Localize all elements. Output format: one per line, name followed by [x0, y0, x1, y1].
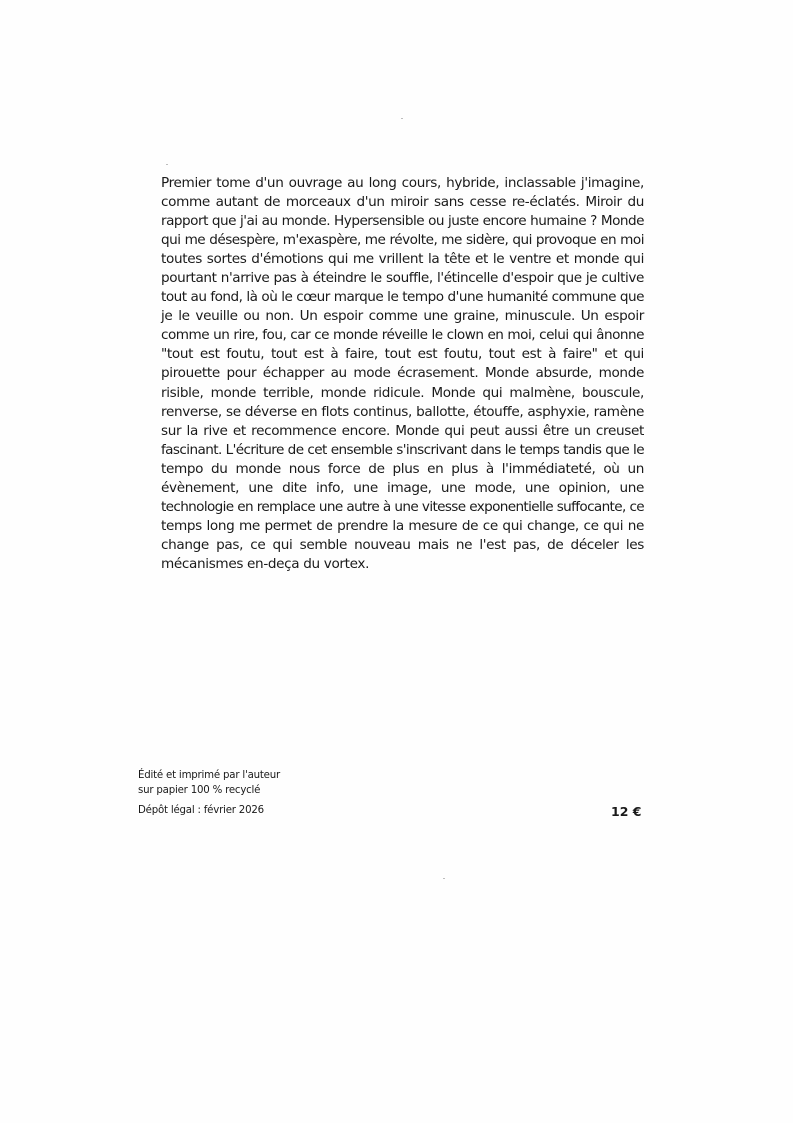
blurb-line: technologie en remplace une autre à une vitesse exponentielle suffocante, ce	[161, 498, 644, 515]
blurb-line: tout au fond, là où le cœur marque le tempo d'une humanité commune que	[161, 289, 644, 306]
colophon	[138, 768, 280, 818]
blurb-line: Premier tome d'un ouvrage au long cours, hybride, inclassable j'imagine,	[161, 175, 644, 191]
blurb-line: "tout est foutu, tout est à faire, tout est foutu, tout est à faire" et qui	[161, 346, 644, 363]
colophon-legal-deposit: Dépôt légal : février 2026	[138, 805, 264, 816]
blurb-line: évènement, une dite info, une image, une mode, une opinion, une	[161, 479, 644, 496]
blurb-line: toutes sortes d'émotions qui me vrillent la tête et le ventre et monde qui	[161, 251, 644, 268]
back-cover-blurb	[161, 174, 644, 574]
blurb-line: sur la rive et recommence encore. Monde qui peut aussi être un creuset	[161, 422, 644, 439]
blurb-line: mécanismes en-deça du vortex.	[161, 555, 370, 572]
blurb-line: temps long me permet de prendre la mesure de ce qui change, ce qui ne	[161, 517, 644, 534]
scan-speck	[443, 878, 445, 879]
blurb-line: tempo du monde nous force de plus en plus à l'immédiateté, où un	[161, 460, 644, 477]
blurb-line: je le veuille ou non. Un espoir comme une graine, minuscule. Un espoir	[161, 308, 644, 325]
blurb-line: qui me désespère, m'exaspère, me révolte, me sidère, qui provoque en moi	[161, 232, 644, 249]
blurb-line: renverse, se déverse en flots continus, ballotte, étouffe, asphyxie, ramène	[161, 403, 644, 420]
blurb-line: pirouette pour échapper au mode écrasement. Monde absurde, monde	[161, 365, 644, 382]
colophon-edited-by: Édité et imprimé par l'auteur	[138, 770, 280, 781]
price-label: 12 €	[611, 804, 642, 819]
blurb-line: rapport que j'ai au monde. Hypersensible ou juste encore humaine ? Monde	[161, 213, 644, 230]
blurb-line: pourtant n'arrive pas à éteindre le souffle, l'étincelle d'espoir que je cultive	[161, 270, 644, 287]
blurb-line: risible, monde terrible, monde ridicule. Monde qui malmène, bouscule,	[161, 384, 644, 401]
blurb-line: comme autant de morceaux d'un miroir sans cesse re-éclatés. Miroir du	[161, 194, 644, 211]
blurb-line: comme un rire, fou, car ce monde réveille le clown en moi, celui qui ânonne	[161, 327, 644, 344]
blurb-line: fascinant. L'écriture de cet ensemble s'inscrivant dans le temps tandis que le	[161, 441, 644, 458]
scan-speck	[166, 164, 168, 165]
blurb-line: change pas, ce qui semble nouveau mais ne l'est pas, de déceler les	[161, 536, 644, 553]
scan-speck	[401, 118, 403, 119]
colophon-paper: sur papier 100 % recyclé	[138, 785, 261, 796]
